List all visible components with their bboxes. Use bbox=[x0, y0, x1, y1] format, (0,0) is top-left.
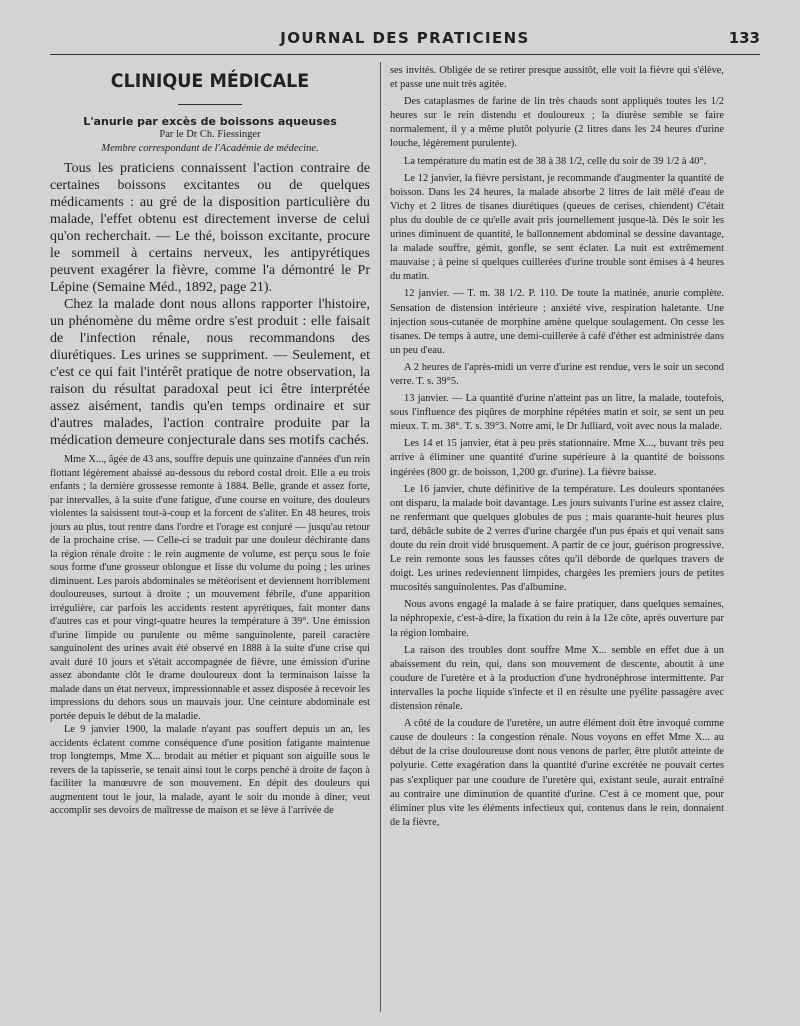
body-paragraph: ses invités. Obligée de se retirer presque aussitôt, elle voit la fièvre qui s'élève, et passe une nuit très agitée. bbox=[390, 65, 724, 91]
running-header bbox=[50, 24, 760, 55]
lead-paragraph: Chez la malade dont nous allons rapporter l'histoire, un phénomène du même ordre s'est produit : elle faisait de l'infection rénale, nous recommandons des diurétiques. Les urines se suppriment. — Seulement, et c'est ce qui fait l'intérêt pratique de notre observation, la raison du résultat paradoxal peut ici être interprétée assez aisément, tandis qu'en temps ordinaire et sur d'autres malades, l'action contraire produite par la médication demeure conjecturale dans ses motifs cachés. bbox=[50, 297, 370, 448]
lead-paragraph: Tous les praticiens connaissent l'action contraire de certaines boissons excitantes ou de quelques médicaments : au gré de la disposition particulière du malade, l'effet obtenu est directement inverse de celui qu'on recherchait. — Le thé, boisson excitante, procure le sommeil à certains nerveux, les antipyrétiques peuvent exagérer la fièvre, comme l'a démontré le Pr Lépine (Semaine Méd., 1892, page 21). bbox=[50, 161, 370, 295]
body-paragraph: A 2 heures de l'après-midi un verre d'urine est rendue, vers le soir un second verre. T. s. 39°5. bbox=[390, 361, 724, 387]
title-rule bbox=[178, 104, 242, 105]
body-paragraph: La température du matin est de 38 à 38 1/2, celle du soir de 39 1/2 à 40°. bbox=[404, 155, 707, 167]
section-title: CLINIQUE MÉDICALE bbox=[110, 70, 310, 92]
journal-title: JOURNAL DES PRATICIENS bbox=[280, 29, 530, 47]
body-paragraph: Le 12 janvier, la fièvre persistant, je recommande d'augmenter la quantité de boisson. Dans les 24 heures, la malade absorbe 2 litres de lait mêlé d'eau de Vichy et 2 litres de tisanes diurétiques (queues de cerises, chiendent) C'était plus du double de ce qu'elle avait pris journellement jusque-là. Dès le soir les urines diminuent de quantité, le ballonnement abdominal se dessine davantage, la malade souffre, gémit, gonfle, se sent éclater. La nuit est extrêmement mauvaise ; à peine si quelques cuillerées d'urine trouble sont émises à 4 heures du matin. bbox=[390, 172, 724, 283]
body-paragraph: Nous avons engagé la malade à se faire pratiquer, dans quelques semaines, la néphropexie, c'est-à-dire, la fixation du rein à la 12e côte, après ouverture par la région lombaire. bbox=[390, 599, 724, 639]
body-paragraph: A côté de la coudure de l'uretère, un autre élément doit être invoqué comme cause de douleurs : la congestion rénale. Nous voyons en effet Mme X... au début de la crise douloureuse dont nous venons de parler, être plutôt atteinte de polyurie. Cette exagération dans la quantité d'urine excrétée ne pouvait certes pas s'expliquer par une coudure de l'uretère qui, existant seule, aurait entraîné au contraire une diminution de quantité d'urine. C'est à ce moment que, pour éliminer plus vite les éléments infectieux qui, contenus dans le rein, donnaient de la fièvre, bbox=[390, 718, 724, 828]
body-paragraph: Mme X..., âgée de 43 ans, souffre depuis une quinzaine d'années d'un rein flottant légèrement abaissé au-dessous du rebord costal droit. Elle a eu trois enfants ; la dernière grossesse remonte à 1884. Belle, grande et assez forte, par intervalles, à la suite d'une fatigue, d'une course en voiture, des douleurs violentes la saisissent tout-à-coup et la forcent de s'aliter. En 48 heures, trois jours au plus, tout rentre dans l'ordre et l'orage est conjuré — jusqu'au retour de la prochaine crise. — Celle-ci se traduit par une douleur déchirante dans la région rénale droite : le rein augmente de volume, est perçu sous le foie sous forme d'une grosseur oblongue et lisse du volume du poing ; les urines diminuent. Les parois abdominales se météorisent et deviennent horriblement douloureuses, surtout à droite ; un mouvement fébrile, d'une apparition irrégulière, car parfois les accidents restent apyrétiques, fait monter dans d'autres cas et pour vingt-quatre heures la température à 39°. Une émission d'urine limpide ou purulente ou même sanguinolente, pareil caractère sanguinolent des urines avait été observé en 1888 à la suite d'une crise qui avait duré 10 jours et s'était accompagnée de fièvre, une émission d'urine assez abondante clôt le drame douloureux dont la terminaison laisse la malade dans un état nerveux, impressionnable et assez disposée à recevoir les impressions du dehors sous un mauvais jour. Une ceinture abdominale est portée depuis le début de la maladie. bbox=[50, 454, 370, 722]
author-membership: Membre correspondant de l'Académie de médecine. bbox=[101, 143, 319, 154]
article-byline: Par le Dr Ch. Fiessinger bbox=[159, 129, 261, 140]
body-paragraph: Les 14 et 15 janvier, état à peu près stationnaire. Mme X..., buvant très peu arrive à éliminer une quantité d'urine supérieure à la quantité de boissons ingérées (800 gr. de boisson, 1,200 gr. d'urine). La fièvre baisse. bbox=[390, 438, 724, 478]
body-paragraph: Le 9 janvier 1900, la malade n'ayant pas souffert depuis un an, les accidents éclatent comme conséquence d'une position fatigante maintenue trop longtemps, Mme X... brodait au métier et piquant son aiguille sous le revers de la tapisserie, se tenait ainsi tout le corps penché à droite de façon à faciliter la manœuvre de son mouvement. En dépit des douleurs qui augmentent tout le jour, la malade, ayant le soir du monde à dîner, veut accomplir ses devoirs de maîtresse de maison et se lève à l'arrivée de bbox=[50, 724, 370, 816]
column-divider bbox=[380, 62, 381, 1012]
body-paragraph: 13 janvier. — La quantité d'urine n'atteint pas un litre, la malade, toutefois, sous l'influence des piqûres de morphine répétées matin et soir, se sent un peu mieux. T. m. 38°. T. s. 39°3. Notre ami, le Dr Julliard, voit avec nous la malade. bbox=[390, 393, 724, 433]
body-paragraph: Des cataplasmes de farine de lin très chauds sont appliqués toutes les 1/2 heures sur le rein distendu et douloureux ; la diurèse semble se faire normalement, il y a même plutôt polyurie (2 litres dans les 24 heures d'urine louche, légèrement purulente). bbox=[390, 96, 724, 150]
case-report-left bbox=[50, 453, 370, 818]
body-paragraph: La raison des troubles dont souffre Mme X... semble en effet due à un abaissement du rein, qui, dans son mouvement de descente, aboutit à une coudure de l'uretère et à la production d'une hydronéphrose intermittente. Par intervalles la poche liquide s'infecte et il en résulte une pyélite passagère avec distension rénale. bbox=[390, 644, 724, 713]
body-paragraph: 12 janvier. — T. m. 38 1/2. P. 110. De toute la matinée, anurie complète. Sensation de distension intérieure ; anxiété vive, respiration haletante. Une injection sous-cutanée de morphine amène quelque soulagement. On cesse les tisanes. De temps à autre, une demi-cuillerée à café d'éther est administrée dans un peu d'eau. bbox=[390, 288, 724, 356]
article-title: L'anurie par excès de boissons aqueuses bbox=[83, 115, 337, 128]
left-column bbox=[50, 64, 370, 1012]
body-paragraph: Le 16 janvier, chute définitive de la température. Les douleurs spontanées ont disparu, la malade boit davantage. Les jours suivants l'urine est assez claire, ne renfermant que quelques globules de pus ; mais quarante-huit heures plus tard, débâcle subite de 2 verres d'urine chargée d'un pus épais et qui venait sans doute du rein droit vidé brusquement. A partir de ce jour, guérison progressive. Le rein remonte sous les fausses côtes qu'il déborde de quelques travers de doigt. Les urines redeviennent limpides, chargées les premiers jours de petites mucosités sanguinolentes. Pas d'albumine. bbox=[390, 483, 724, 594]
right-column bbox=[390, 64, 724, 1012]
lead-text bbox=[50, 160, 370, 449]
page-number: 133 bbox=[728, 29, 760, 47]
case-report-right bbox=[390, 64, 724, 830]
